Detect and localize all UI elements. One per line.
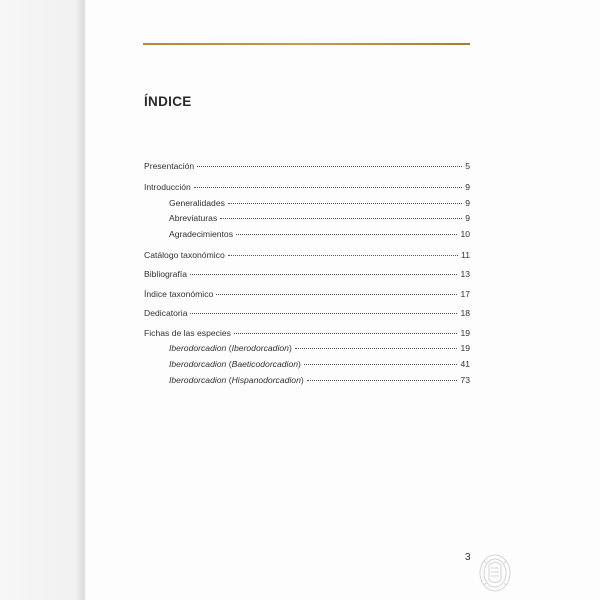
toc-entry-page: 19 <box>460 328 470 338</box>
toc-entry <box>144 307 470 319</box>
dot-leader <box>220 210 462 219</box>
dot-leader <box>304 356 458 365</box>
toc-entry-page: 19 <box>460 343 470 353</box>
dot-leader <box>228 195 462 204</box>
toc-entry-label: Iberodorcadion (Baeticodorcadion) <box>169 359 301 369</box>
seal-stamp-icon <box>478 553 512 598</box>
dot-leader <box>228 247 458 256</box>
toc-entry-page: 9 <box>465 213 470 223</box>
header-rule <box>143 43 470 45</box>
dot-leader <box>216 286 457 295</box>
toc-subentry <box>144 358 470 370</box>
toc-entry <box>144 181 470 193</box>
toc-entry-label: Fichas de las especies <box>144 328 231 338</box>
toc-entry <box>144 288 470 300</box>
page-gutter-edge <box>0 0 86 600</box>
toc-entry-label: Iberodorcadion (Iberodorcadion) <box>169 343 292 353</box>
toc-entry-label: Generalidades <box>169 198 225 208</box>
subgenus-name: Iberodorcadion <box>231 343 289 353</box>
dot-leader <box>190 305 457 314</box>
toc-subentry <box>144 197 470 209</box>
toc-entry <box>144 327 470 339</box>
toc-entry-page: 9 <box>465 198 470 208</box>
dot-leader <box>234 325 458 334</box>
toc-entry-label: Dedicatoria <box>144 308 188 318</box>
toc-entry-label: Bibliografía <box>144 269 187 279</box>
toc-entry-label: Introducción <box>144 182 191 192</box>
dot-leader <box>194 179 462 188</box>
subgenus-name: Hispanodorcadion <box>231 375 301 385</box>
toc-entry-label: Catálogo taxonómico <box>144 250 225 260</box>
page-number: 3 <box>465 552 471 563</box>
dot-leader <box>307 372 458 381</box>
toc-entry-page: 73 <box>460 375 470 385</box>
toc-entry-page: 18 <box>460 308 470 318</box>
toc-subentry <box>144 374 470 386</box>
genus-name: Iberodorcadion <box>169 343 227 353</box>
toc-entry-label: Abreviaturas <box>169 213 218 223</box>
genus-name: Iberodorcadion <box>169 359 227 369</box>
dot-leader <box>236 226 457 235</box>
toc-entry-page: 11 <box>461 250 470 260</box>
genus-name: Iberodorcadion <box>169 375 227 385</box>
toc-entry-page: 13 <box>460 269 470 279</box>
toc-entry-page: 41 <box>460 359 470 369</box>
toc-subentry <box>144 342 470 354</box>
toc-subentry <box>144 212 470 224</box>
toc-entry <box>144 268 470 280</box>
toc-entry-label: Presentación <box>144 161 195 171</box>
toc-entry <box>144 160 470 172</box>
toc-entry-label: Índice taxonómico <box>144 289 214 299</box>
toc-subentry <box>144 228 470 240</box>
dot-leader <box>295 340 458 349</box>
toc-entry-page: 5 <box>465 161 470 171</box>
toc-entry <box>144 249 470 261</box>
toc-entry-page: 10 <box>460 229 470 239</box>
index-title: ÍNDICE <box>144 94 192 109</box>
dot-leader <box>197 158 462 167</box>
subgenus-name: Baeticodorcadion <box>231 359 299 369</box>
toc-entry-page: 17 <box>460 289 470 299</box>
toc-entry-label: Agradecimientos <box>169 229 234 239</box>
toc-entry-label: Iberodorcadion (Hispanodorcadion) <box>169 375 304 385</box>
dot-leader <box>190 266 457 275</box>
toc-entry-page: 9 <box>465 182 470 192</box>
